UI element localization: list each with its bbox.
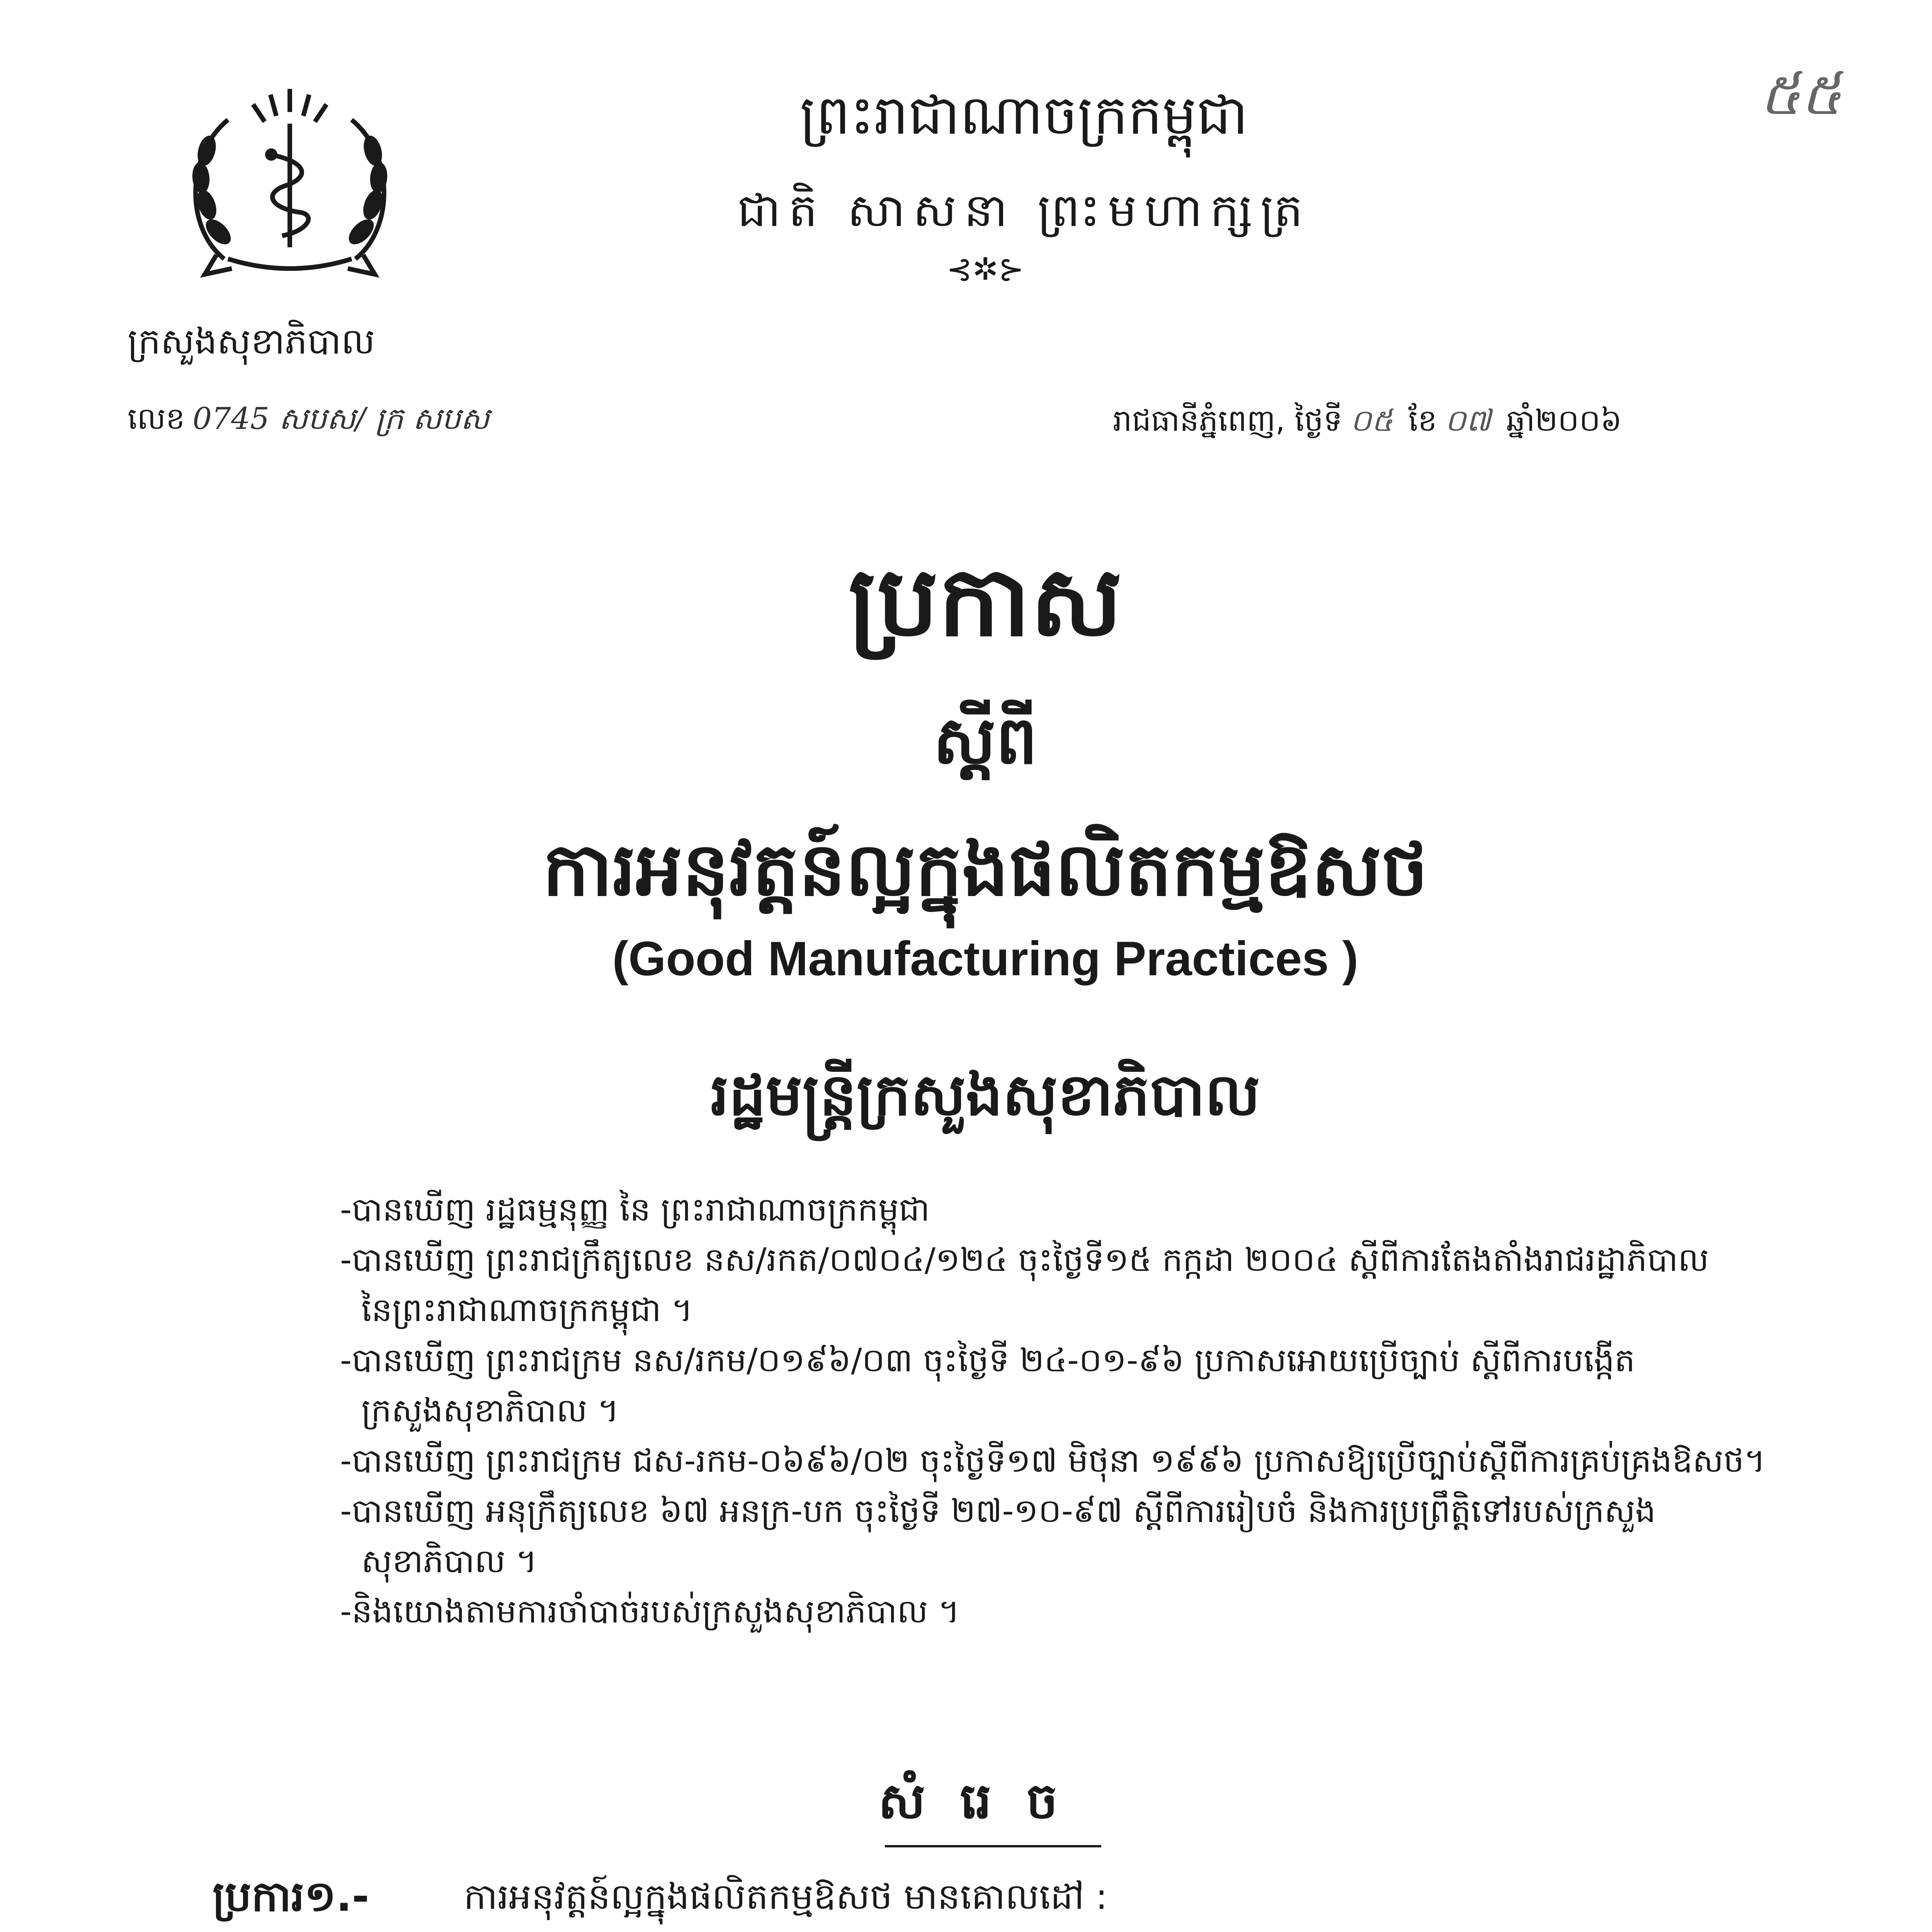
decides-underline <box>885 1845 1101 1847</box>
consideration-item <box>340 1486 1808 1586</box>
consideration-line: -បានឃើញ អនុក្រឹត្យលេខ ៦៧ អនក្រ-បក ចុះថ្ងៃទី ២៧-១០-៩៧ ស្ដីពីការរៀបចំ និងការប្រព្រឹត្តិទៅរបស់ក្រសួង <box>340 1492 1656 1530</box>
kingdom-heading: ព្រះរាជាណាចក្រកម្ពុជា <box>799 84 1248 147</box>
consideration-item <box>340 1335 1808 1435</box>
consideration-continuation: ក្រសួងសុខាភិបាល ។ <box>361 1391 619 1429</box>
article-1-intro: ការអនុវត្តន៍ល្អក្នុងផលិតកម្មឱសថ មានគោលដៅ : <box>464 1876 1108 1917</box>
consideration-item <box>340 1235 1808 1335</box>
reference-value: 0745 សបស/ ក្រ សបស <box>192 401 490 436</box>
day-value: ០៥ <box>1350 403 1393 438</box>
ministry-emblem-icon <box>170 77 410 294</box>
consideration-line: -បានឃើញ ព្រះរាជក្រម ជស-រកម-០៦៩៦/០២ ចុះថ្ងៃទី១៧ មិថុនា ១៩៩៦ ប្រកាសឱ្យប្រើច្បាប់ស្ដីពីការគ្រប់គ្រងឱសថ។ <box>340 1442 1766 1480</box>
consideration-continuation: សុខាភិបាល ។ <box>361 1542 537 1580</box>
article-1-label: ប្រការ១.- <box>213 1872 369 1921</box>
ministry-name: ក្រសួងសុខាភិបាល <box>128 321 375 362</box>
issuing-authority: រដ្ឋមន្ត្រីក្រសួងសុខាភិបាល <box>710 1061 1260 1129</box>
consideration-line: -និងយោងតាមការចាំបាច់របស់ក្រសួងសុខាភិបាល ។ <box>340 1592 960 1630</box>
consideration-line: -បានឃើញ ព្រះរាជក្រម នស/រកម/០១៩៦/០៣ ចុះថ្ងៃទី ២៤-០១-៩៦ ប្រកាសអោយប្រើច្បាប់ ស្ដីពីការបង្កើត <box>340 1341 1635 1379</box>
subject-intro: ស្ដីពី <box>933 702 1037 779</box>
consideration-continuation: នៃព្រះរាជាណាចក្រកម្ពុជា ។ <box>361 1291 693 1329</box>
consideration-line: -បានឃើញ ព្រះរាជក្រឹត្យលេខ នស/រកត/០៧០៤/១២៤ ចុះថ្ងៃទី១៥ កក្កដា ២០០៤ ស្ដីពីការតែងតាំងរាជរដ្ឋាភិបាល <box>340 1241 1709 1279</box>
year-value: ឆ្នាំ២០០៦ <box>1506 403 1622 438</box>
date-line <box>1113 402 1622 446</box>
reference-label: លេខ <box>128 401 185 436</box>
day-label: ថ្ងៃទី <box>1294 403 1343 438</box>
national-motto: ជាតិ សាសនា ព្រះមហាក្សត្រ <box>737 184 1311 237</box>
place-label: រាជធានីភ្នំពេញ, <box>1113 403 1285 438</box>
consideration-item <box>340 1184 1808 1235</box>
subject-english: (Good Manufacturing Practices ) <box>612 932 1359 986</box>
consideration-item <box>340 1586 1808 1636</box>
considerations-list <box>340 1184 1808 1636</box>
decides-heading: សំរេច <box>878 1772 1093 1830</box>
month-value: ០៧ <box>1444 403 1491 438</box>
document-title: ប្រកាស <box>848 545 1122 658</box>
handwritten-page-mark: ៥៥ <box>1759 61 1842 128</box>
document-subject: ការអនុវត្តន៍ល្អក្នុងផលិតកម្មឱសថ <box>543 827 1428 912</box>
ornament-divider: ⊰✲⊱ <box>946 251 1024 287</box>
consideration-line: -បានឃើញ រដ្ឋធម្មនុញ្ញ នៃ ព្រះរាជាណាចក្រកម្ពុជា <box>340 1190 930 1228</box>
consideration-item <box>340 1435 1808 1486</box>
reference-number <box>128 400 490 444</box>
month-label: ខែ <box>1408 403 1437 438</box>
